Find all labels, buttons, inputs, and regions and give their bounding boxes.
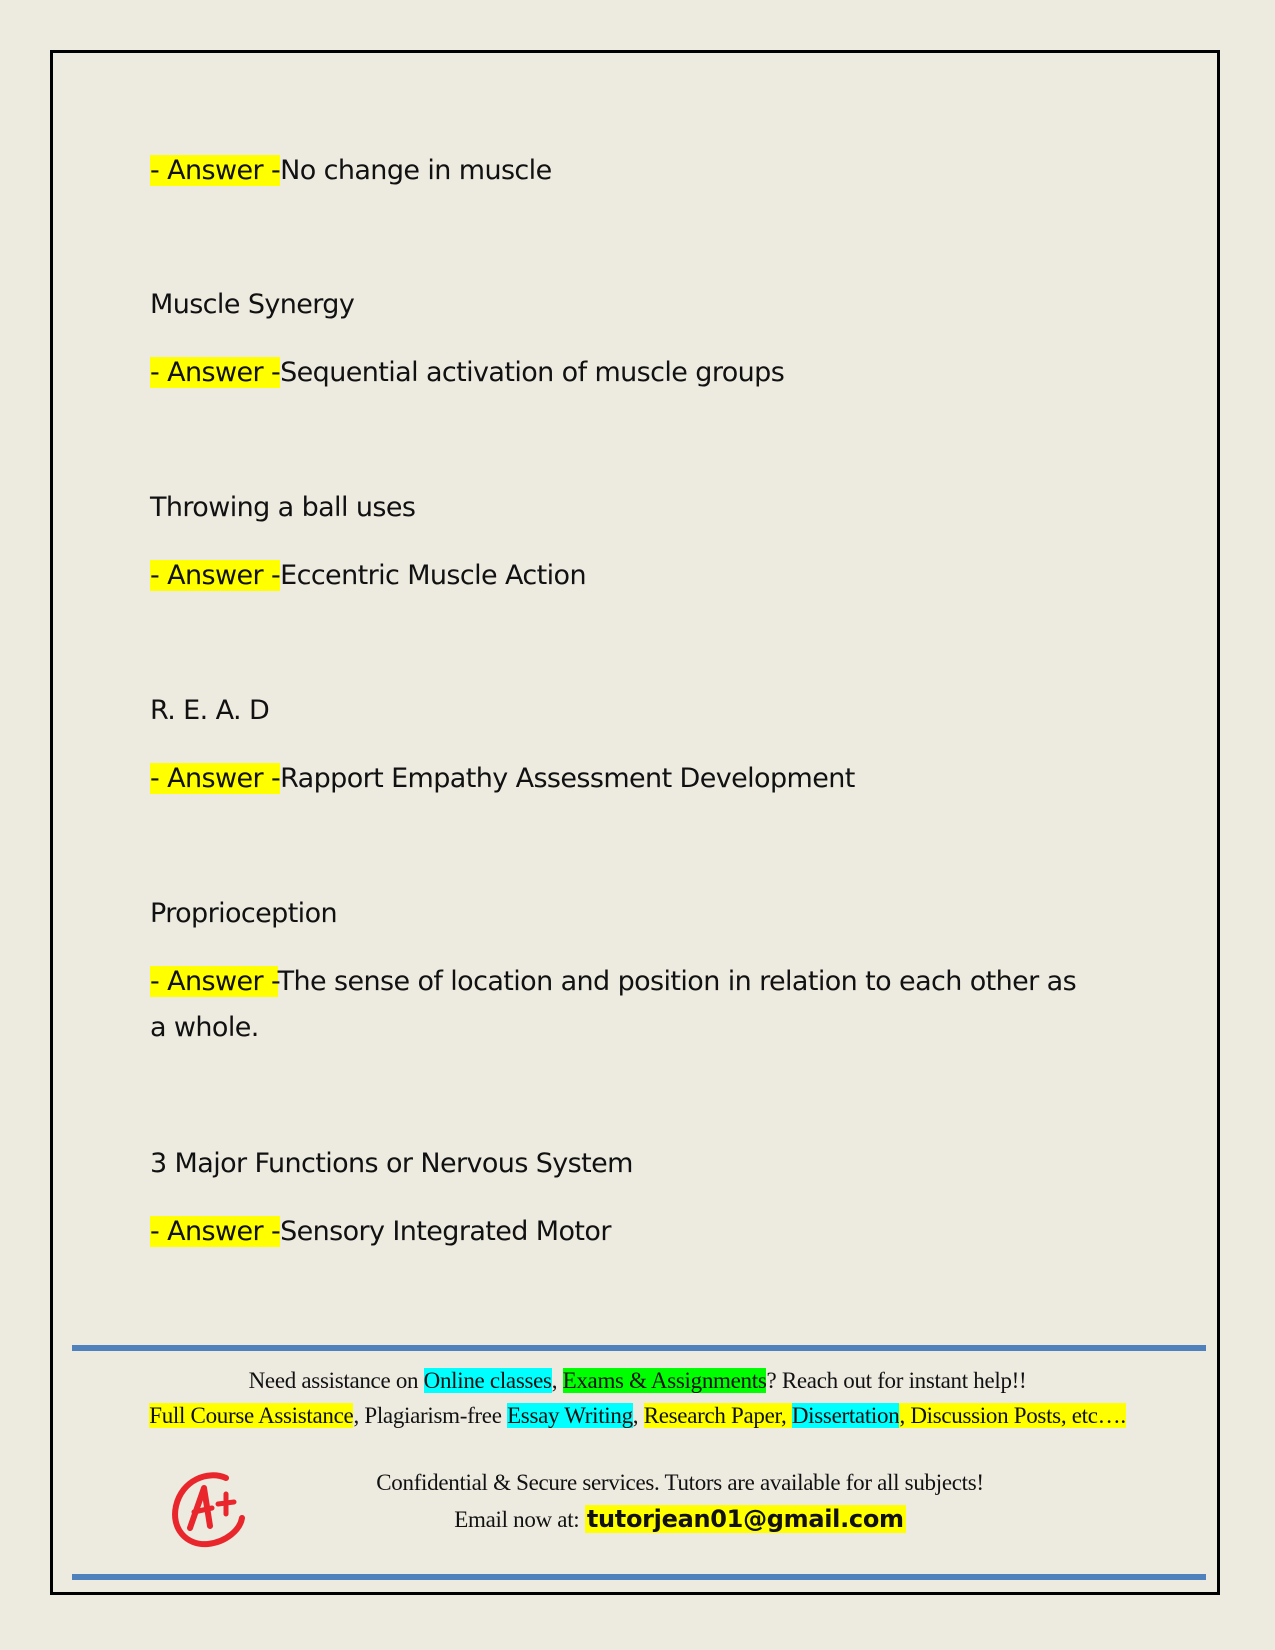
exams-highlight: Exams & Assignments — [562, 1368, 767, 1393]
answer-text: Sequential activation of muscle groups — [280, 357, 785, 388]
answer-label: - Answer - — [150, 357, 281, 388]
qa-answer-4 — [150, 959, 1140, 1005]
footer-text: , — [632, 1403, 644, 1428]
footer-bottom-rule — [72, 1574, 1206, 1580]
full-course-highlight: Full Course Assistance — [149, 1403, 354, 1428]
footer-email-line — [240, 1505, 1120, 1533]
qa-answer-1 — [150, 350, 1140, 396]
qa-question-1: Muscle Synergy — [150, 289, 355, 320]
footer-text: , — [551, 1368, 563, 1393]
qa-answer-4-continued: a whole. — [150, 1012, 259, 1043]
answer-label: - Answer - — [150, 966, 278, 997]
answer-label: - Answer - — [150, 155, 281, 186]
qa-question-5: 3 Major Functions or Nervous System — [150, 1148, 633, 1179]
answer-label: - Answer - — [150, 560, 281, 591]
online-classes-highlight: Online classes — [423, 1368, 552, 1393]
dissertation-highlight: Dissertation — [791, 1403, 900, 1428]
footer-text: Need assistance on — [248, 1368, 424, 1393]
discussion-highlight: , Discussion Posts, etc…. — [899, 1403, 1126, 1428]
answer-label: - Answer - — [150, 763, 281, 794]
qa-answer-2 — [150, 553, 1140, 599]
footer-line-1 — [60, 1368, 1215, 1394]
qa-answer-0 — [150, 148, 1140, 194]
qa-question-4: Proprioception — [150, 898, 338, 929]
research-highlight: Research Paper, — [643, 1403, 792, 1428]
answer-text: Rapport Empathy Assessment Development — [280, 763, 855, 794]
qa-question-3: R. E. A. D — [150, 695, 270, 726]
footer-text: , Plagiarism-free — [353, 1403, 508, 1428]
footer-top-rule — [72, 1345, 1206, 1351]
footer-line-3: Confidential & Secure services. Tutors are available for all subjects! — [376, 1470, 984, 1495]
footer-text: ? Reach out for instant help!! — [766, 1368, 1027, 1393]
answer-text: Sensory Integrated Motor — [280, 1216, 611, 1247]
answer-text-line1: The sense of location and position in relation to each other as — [277, 966, 1077, 997]
answer-label: - Answer - — [150, 1216, 281, 1247]
qa-question-2: Throwing a ball uses — [150, 492, 416, 523]
qa-answer-3 — [150, 756, 1140, 802]
email-link[interactable]: tutorjean01@gmail.com — [586, 1505, 904, 1533]
email-label: Email now at: — [454, 1507, 585, 1532]
a-plus-grade-icon — [168, 1468, 250, 1550]
answer-text: Eccentric Muscle Action — [280, 560, 586, 591]
essay-highlight: Essay Writing — [507, 1403, 633, 1428]
footer-line-2 — [60, 1403, 1215, 1429]
answer-text: No change in muscle — [280, 155, 552, 186]
qa-answer-5 — [150, 1209, 1140, 1255]
